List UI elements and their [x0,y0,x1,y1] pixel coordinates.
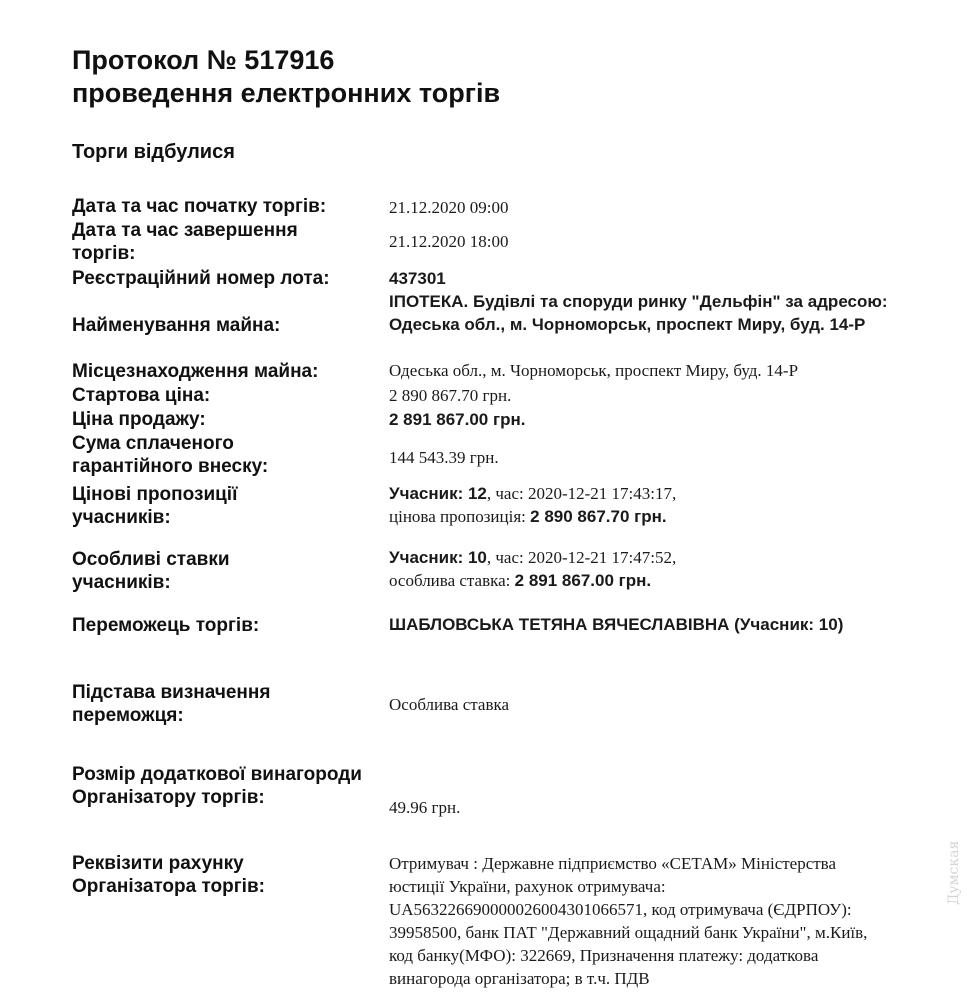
bid-offer-amount: 2 890 867.70 грн. [530,507,667,526]
price-bids-label: Цінові пропозиції учасників: [72,484,238,528]
protocol-title-line1: Протокол № 517916 [72,45,335,75]
start-datetime-value: 21.12.2020 09:00 [389,198,509,217]
start-datetime-label: Дата та час початку торгів: [72,196,327,217]
bid-time: , час: 2020-12-21 17:43:17, [486,484,677,503]
special-bid-amount: 2 891 867.00 грн. [514,571,652,590]
property-name-value: ІПОТЕКА. Будівлі та споруди ринку "Дельфін" за адресою: Одеська обл., м. Чорноморськ, проспект Миру, буд. 14-Р [389,292,888,334]
special-bids-label: Особливі ставки учасників: [72,549,230,593]
lot-number-label: Реєстраційний номер лота: [72,268,330,289]
property-name-label: Найменування майна: [72,315,281,336]
sale-price-value: 2 891 867.00 грн. [389,410,526,429]
deposit-label: Сума сплаченого гарантійного внеску: [72,433,269,477]
start-price-value: 2 890 867.70 грн. [389,386,512,405]
organizer-account-value: Отримувач : Державне підприємство «СЕТАМ» Міністерства юстиції України, рахунок отримувача: UA563226690000026004301066571, код отримувача (ЄДРПОУ): 39958500, банк ПАТ "Державний ощадний банк України", м.Київ, код банку(МФО): 322669, Призначення платежу: додаткова винагорода організатора; в т.ч. ПДВ [389,854,868,988]
watermark-text: Думская [946,840,962,905]
auction-status: Торги відбулися [72,141,235,163]
bid-participant: Учасник: 12 [389,484,487,503]
special-bid-time: , час: 2020-12-21 17:47:52, [486,548,677,567]
start-price-label: Стартова ціна: [72,385,211,406]
end-datetime-label: Дата та час завершення торгів: [72,220,298,264]
organizer-fee-value: 49.96 грн. [389,798,461,817]
winner-label: Переможець торгів: [72,615,260,636]
protocol-title [72,44,500,110]
special-bid-prefix: особлива ставка: [389,571,515,590]
winner-value: ШАБЛОВСЬКА ТЕТЯНА ВЯЧЕСЛАВІВНА (Учасник: 10) [389,615,844,634]
deposit-value: 144 543.39 грн. [389,448,499,467]
end-datetime-value: 21.12.2020 18:00 [389,232,509,251]
winner-basis-label: Підстава визначення переможця: [72,682,271,726]
winner-basis-value: Особлива ставка [389,695,510,714]
special-bid-participant: Учасник: 10 [389,548,487,567]
bid-offer-prefix: цінова пропозиція: [389,507,531,526]
price-bid-entry [389,482,919,528]
protocol-title-line2: проведення електронних торгів [72,78,501,108]
property-location-label: Місцезнаходження майна: [72,361,319,382]
organizer-fee-label: Розмір додаткової винагороди Організатору торгів: [72,764,362,808]
lot-number-value: 437301 [389,269,446,288]
organizer-account-label: Реквізити рахунку Організатора торгів: [72,853,265,897]
special-bid-entry [389,546,919,592]
sale-price-label: Ціна продажу: [72,409,206,430]
property-location-value: Одеська обл., м. Чорноморськ, проспект Миру, буд. 14-Р [389,361,799,380]
